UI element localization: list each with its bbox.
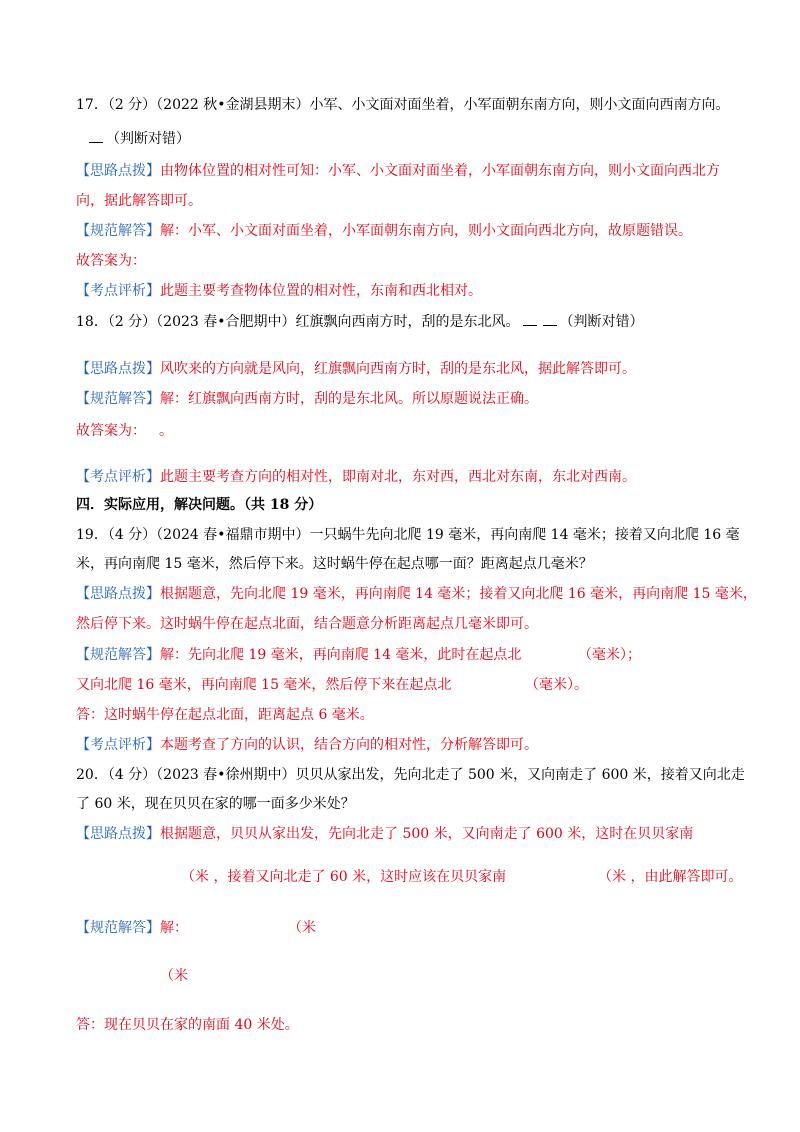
q18-question-text: 18．（2 分）（2023 春•合肥期中）红旗飘向西南方时，刮的是东北风。: [76, 314, 520, 330]
solution-tag: 【规范解答】: [76, 647, 160, 663]
q18-solution-text: 解：红旗飘向西南方时，刮的是东北风。所以原题说法正确。: [160, 391, 538, 407]
q17-question-line1: 17．（2 分）（2022 秋•金湖县期末）小军、小文面对面坐着，小军面朝东南方向，则小文面向西南方向。: [76, 97, 730, 113]
eval-tag: 【考点评析】: [76, 283, 160, 299]
solution-tag: 【规范解答】: [76, 223, 160, 239]
q19-eval-text: 本题考查了方向的认识，结合方向的相对性，分析解答即可。: [160, 737, 538, 753]
answer-blank: [523, 313, 537, 326]
q18-judge-label: （判断对错）: [559, 314, 644, 330]
q18-solution-line: [76, 390, 538, 408]
q20-solution-line1: [76, 919, 188, 937]
hint-tag: 【思路点拨】: [76, 163, 160, 179]
q18-question-line: [76, 313, 644, 331]
q17-hint-text: 由物体位置的相对性可知：小军、小文面对面坐着，小军面朝东南方向，则小文面向西北方: [160, 163, 720, 179]
q19-hint-line1: [76, 585, 757, 603]
q17-eval-line: [76, 282, 482, 300]
q18-hint-line: [76, 360, 636, 378]
q19-solution-unit2: （毫米）。: [525, 677, 588, 693]
q19-answer-line: 答：这时蜗牛停在起点北面，距离起点 6 毫米。: [76, 707, 374, 723]
hint-tag: 【思路点拨】: [76, 361, 160, 377]
q18-eval-line: [76, 468, 636, 486]
eval-tag: 【考点评析】: [76, 737, 160, 753]
q17-question-line2: [86, 130, 190, 148]
q19-solution-unit1: （毫米）；: [578, 647, 641, 663]
q19-question-line2: 米，再向南爬 15 毫米，然后停下来。这时蜗牛停在起点哪一面？距离起点几毫米？: [76, 556, 593, 572]
q20-hint-text: 根据题意，贝贝从家出发，先向北走了 500 米，又向南走了 600 米，这时在贝贝家南: [160, 826, 694, 842]
answer-blank: [543, 313, 557, 326]
q20-hint-line2b: （米 ，由此解答即可。: [598, 869, 743, 885]
q18-answer-label: 故答案为：: [76, 423, 139, 439]
q18-eval-text: 此题主要考查方向的相对性，即南对北，东对西，西北对东南，东北对西南。: [160, 469, 636, 485]
solution-tag: 【规范解答】: [76, 391, 160, 407]
q20-hint-line2a: （米 ，接着又向北走了 60 米，这时应该在贝贝家南: [181, 869, 507, 885]
q18-answer-line: [76, 422, 173, 440]
q19-question-line1: 19．（4 分）（2024 春•福鼎市期中）一只蜗牛先向北爬 19 毫米，再向南爬 14 毫米；接着又向北爬 16 毫: [76, 527, 740, 543]
q20-solution-unit2: （米: [160, 968, 188, 984]
q19-solution-line1: [76, 646, 521, 664]
q18-answer-dot: 。: [159, 423, 173, 439]
q18-hint-text: 风吹来的方向就是风向，红旗飘向西南方时，刮的是东北风，据此解答即可。: [160, 361, 636, 377]
q19-solution-text1: 解：先向北爬 19 毫米，再向南爬 14 毫米，此时在起点北: [160, 647, 522, 663]
solution-tag: 【规范解答】: [76, 920, 160, 936]
hint-tag: 【思路点拨】: [76, 826, 160, 842]
q20-solution-text1: 解：: [160, 920, 188, 936]
q17-solution-line: [76, 222, 692, 240]
q20-question-line1: 20．（4 分）（2023 春•徐州期中）贝贝从家出发，先向北走了 500 米，又向南走了 600 米，接着又向北走: [76, 767, 745, 783]
q17-hint-line2: 向，据此解答即可。: [76, 193, 202, 209]
q19-hint-line2: 然后停下来。这时蜗牛停在起点北面，结合题意分析距离起点几毫米即可。: [76, 616, 538, 632]
eval-tag: 【考点评析】: [76, 469, 160, 485]
q19-hint-text: 根据题意，先向北爬 19 毫米，再向南爬 14 毫米；接着又向北爬 16 毫米，再向南爬 15 毫米，: [160, 586, 757, 602]
q19-solution-line2: 又向北爬 16 毫米，再向南爬 15 毫米，然后停下来在起点北: [76, 677, 452, 693]
hint-tag: 【思路点拨】: [76, 586, 160, 602]
q20-answer-line: 答：现在贝贝在家的南面 40 米处。: [76, 1017, 299, 1033]
q20-solution-unit1: （米: [288, 920, 316, 936]
q19-eval-line: [76, 736, 538, 754]
q17-hint-line1: [76, 162, 720, 180]
q20-question-line2: 了 60 米，现在贝贝在家的哪一面多少米处？: [76, 796, 355, 812]
answer-blank: [89, 130, 103, 143]
q17-answer-line: 故答案为：: [76, 253, 146, 269]
q17-solution-text: 解：小军、小文面对面坐着，小军面朝东南方向，则小文面向西北方向，故原题错误。: [160, 223, 692, 239]
q17-judge-label: （判断对错）: [106, 131, 190, 147]
q17-eval-text: 此题主要考查物体位置的相对性，东南和西北相对。: [160, 283, 482, 299]
section-heading: 四．实际应用，解决问题。（共 18 分）: [76, 497, 323, 513]
q20-hint-line1: [76, 825, 693, 843]
